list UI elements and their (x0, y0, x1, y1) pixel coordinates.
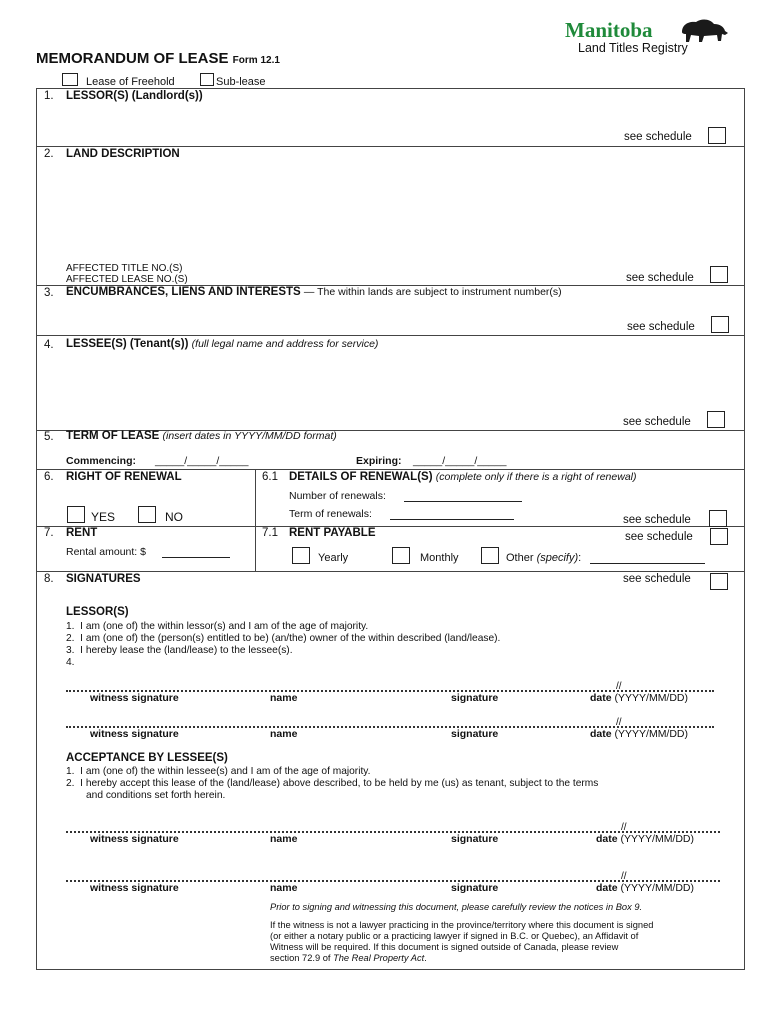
date-label (590, 728, 688, 740)
see-schedule-7-checkbox[interactable] (710, 528, 728, 545)
see-schedule-3-checkbox[interactable] (711, 316, 729, 333)
lessee-heading (66, 338, 378, 350)
encumbrances-title: ENCUMBRANCES, LIENS AND INTERESTS (66, 286, 301, 298)
see-schedule-8-label: see schedule (623, 573, 691, 585)
see-schedule-8-checkbox[interactable] (710, 573, 728, 590)
witness-notice-text: section 72.9 of (270, 953, 334, 963)
lessee-item-number: 2. (66, 778, 75, 789)
witness-signature-label: witness signature (90, 882, 179, 894)
see-schedule-4-label: see schedule (623, 416, 691, 428)
lease-of-freehold-checkbox[interactable] (62, 73, 78, 86)
term-of-renewals-field[interactable] (390, 519, 514, 520)
witness-notice-period: . (424, 953, 427, 963)
lessee-item-2-cont: and conditions set forth herein. (86, 790, 226, 801)
monthly-checkbox[interactable] (392, 547, 410, 564)
date-label (590, 692, 688, 704)
see-schedule-6-label: see schedule (623, 514, 691, 526)
witness-notice-line-3: Witness will be required. If this document is signed outside of Canada, please review (270, 942, 619, 952)
encumbrances-heading (66, 286, 562, 298)
section-2-number: 2. (44, 148, 54, 160)
date-format: (YYYY/MM/DD) (620, 833, 695, 845)
rental-amount-label: Rental amount: $ (66, 546, 146, 558)
section-7-1-number: 7.1 (262, 527, 278, 539)
witness-signature-label: witness signature (90, 833, 179, 845)
name-label: name (270, 728, 298, 740)
prior-signing-notice: Prior to signing and witnessing this document, please carefully review the notices in Box 9. (270, 902, 643, 912)
date-slashes: // (621, 822, 627, 833)
section-4-number: 4. (44, 339, 54, 351)
specify-text: (specify) (536, 552, 579, 564)
witness-signature-label: witness signature (90, 728, 179, 740)
date-format: (YYYY/MM/DD) (614, 728, 689, 740)
name-label: name (270, 833, 298, 845)
lessee-title: LESSEE(S) (Tenant(s)) (66, 338, 189, 350)
right-of-renewal-heading: RIGHT OF RENEWAL (66, 471, 182, 483)
renewal-no-checkbox[interactable] (138, 506, 156, 523)
number-of-renewals-field[interactable] (404, 501, 522, 502)
manitoba-logo-text: Manitoba (565, 18, 653, 42)
section-6-number: 6. (44, 471, 54, 483)
signature-label: signature (451, 692, 499, 704)
lessor-item-number: 1. (66, 621, 75, 632)
date-word: date (590, 692, 612, 704)
date-slashes: // (616, 717, 622, 728)
other-specify-field[interactable] (590, 563, 705, 564)
lessor-item-text: I am (one of) the (person(s) entitled to be) (an/the) owner of the within described (land/lease). (80, 633, 501, 644)
section-7-number: 7. (44, 527, 54, 539)
date-slashes: // (621, 871, 627, 882)
renewal-details-heading (289, 471, 637, 483)
other-checkbox[interactable] (481, 547, 499, 564)
date-format: (YYYY/MM/DD) (614, 692, 689, 704)
renewal-details-note: (complete only if there is a right of renewal) (435, 471, 637, 483)
lessor-item-4 (66, 657, 75, 668)
other-text: Other (506, 552, 534, 564)
commencing-date-field[interactable]: _____/_____/_____ (155, 455, 249, 467)
sublease-label: Sub-lease (216, 76, 266, 88)
witness-notice-line-2: (or either a notary public or a practicing lawyer if signed in B.C. or Quebec), an Affidavit of (270, 931, 639, 941)
affected-lease-label: AFFECTED LEASE NO.(S) (66, 274, 188, 285)
term-of-lease-title: TERM OF LEASE (66, 430, 160, 442)
lessee-item-text: I am (one of) the within lessee(s) and I am of the age of majority. (80, 766, 371, 777)
renewal-yes-checkbox[interactable] (67, 506, 85, 523)
see-schedule-6-checkbox[interactable] (709, 510, 727, 527)
see-schedule-1-checkbox[interactable] (708, 127, 726, 144)
term-of-renewals-label: Term of renewals: (289, 508, 372, 520)
lessor-item-text: I hereby lease the (land/lease) to the lessee(s). (80, 645, 293, 656)
lessor-item-number: 2. (66, 633, 75, 644)
lessee-note: (full legal name and address for service) (191, 338, 379, 350)
see-schedule-1-label: see schedule (624, 131, 692, 143)
yearly-checkbox[interactable] (292, 547, 310, 564)
see-schedule-7-label: see schedule (625, 531, 693, 543)
sublease-checkbox[interactable] (200, 73, 214, 86)
monthly-label: Monthly (420, 552, 459, 564)
form-number: Form 12.1 (232, 55, 280, 66)
date-slashes: // (616, 681, 622, 692)
section-8-number: 8. (44, 573, 54, 585)
date-word: date (596, 882, 618, 894)
expiring-date-field[interactable]: _____/_____/_____ (413, 455, 507, 467)
witness-notice-line-1: If the witness is not a lawyer practicing in the province/territory where this document is signed (270, 920, 654, 930)
lessor-signatures-heading: LESSOR(S) (66, 606, 129, 618)
expiring-label: Expiring: (356, 455, 402, 467)
rental-amount-field[interactable] (162, 557, 230, 558)
page-title (36, 50, 280, 67)
term-of-lease-note: (insert dates in YYYY/MM/DD format) (162, 430, 337, 442)
rent-payable-heading: RENT PAYABLE (289, 527, 376, 539)
commencing-label: Commencing: (66, 455, 137, 467)
encumbrances-note: — The within lands are subject to instrument number(s) (303, 286, 562, 298)
section-3-number: 3. (44, 287, 54, 299)
section-6-1-number: 6.1 (262, 471, 278, 483)
section-5-number: 5. (44, 431, 54, 443)
see-schedule-4-checkbox[interactable] (707, 411, 725, 428)
renewal-no-label: NO (165, 510, 183, 524)
lessor-item-text: I am (one of) the within lessor(s) and I am of the age of majority. (80, 621, 369, 632)
date-label (596, 833, 694, 845)
name-label: name (270, 692, 298, 704)
lease-of-freehold-label: Lease of Freehold (86, 76, 175, 88)
term-of-lease-heading (66, 430, 337, 442)
registry-name: Land Titles Registry (578, 41, 688, 55)
bison-logo-icon (676, 16, 732, 44)
signature-label: signature (451, 728, 499, 740)
other-label (506, 552, 581, 564)
lessee-item-1 (66, 766, 370, 777)
rent-heading: RENT (66, 527, 98, 539)
signature-label: signature (451, 833, 499, 845)
form-title: MEMORANDUM OF LEASE (36, 50, 229, 67)
name-label: name (270, 882, 298, 894)
lessor-item-number: 4. (66, 657, 75, 668)
land-description-heading: LAND DESCRIPTION (66, 148, 180, 160)
signature-label: signature (451, 882, 499, 894)
lessor-item-3 (66, 645, 293, 656)
affected-title-label: AFFECTED TITLE NO.(S) (66, 263, 183, 274)
see-schedule-2-label: see schedule (626, 272, 694, 284)
real-property-act-title: The Real Property Act (333, 953, 425, 963)
specify-colon: : (578, 552, 582, 564)
date-word: date (590, 728, 612, 740)
date-label (596, 882, 694, 894)
see-schedule-2-checkbox[interactable] (710, 266, 728, 283)
signatures-heading: SIGNATURES (66, 573, 141, 585)
see-schedule-3-label: see schedule (627, 321, 695, 333)
renewal-details-title: DETAILS OF RENEWAL(S) (289, 471, 433, 483)
lessee-item-2 (66, 778, 598, 789)
lessor-heading: LESSOR(S) (Landlord(s)) (66, 90, 203, 102)
lessee-item-number: 1. (66, 766, 75, 777)
number-of-renewals-label: Number of renewals: (289, 490, 386, 502)
section-1-number: 1. (44, 90, 54, 102)
date-word: date (596, 833, 618, 845)
acceptance-heading: ACCEPTANCE BY LESSEE(S) (66, 752, 228, 764)
lessor-item-2 (66, 633, 500, 644)
date-format: (YYYY/MM/DD) (620, 882, 695, 894)
yearly-label: Yearly (318, 552, 349, 564)
lessee-item-text: I hereby accept this lease of the (land/lease) above described, to be held by me (us) as tenant, subject to the terms (80, 778, 599, 789)
renewal-yes-label: YES (91, 510, 116, 524)
witness-notice-line-4 (270, 953, 427, 963)
lessor-item-number: 3. (66, 645, 75, 656)
witness-signature-label: witness signature (90, 692, 179, 704)
lessor-item-1 (66, 621, 368, 632)
